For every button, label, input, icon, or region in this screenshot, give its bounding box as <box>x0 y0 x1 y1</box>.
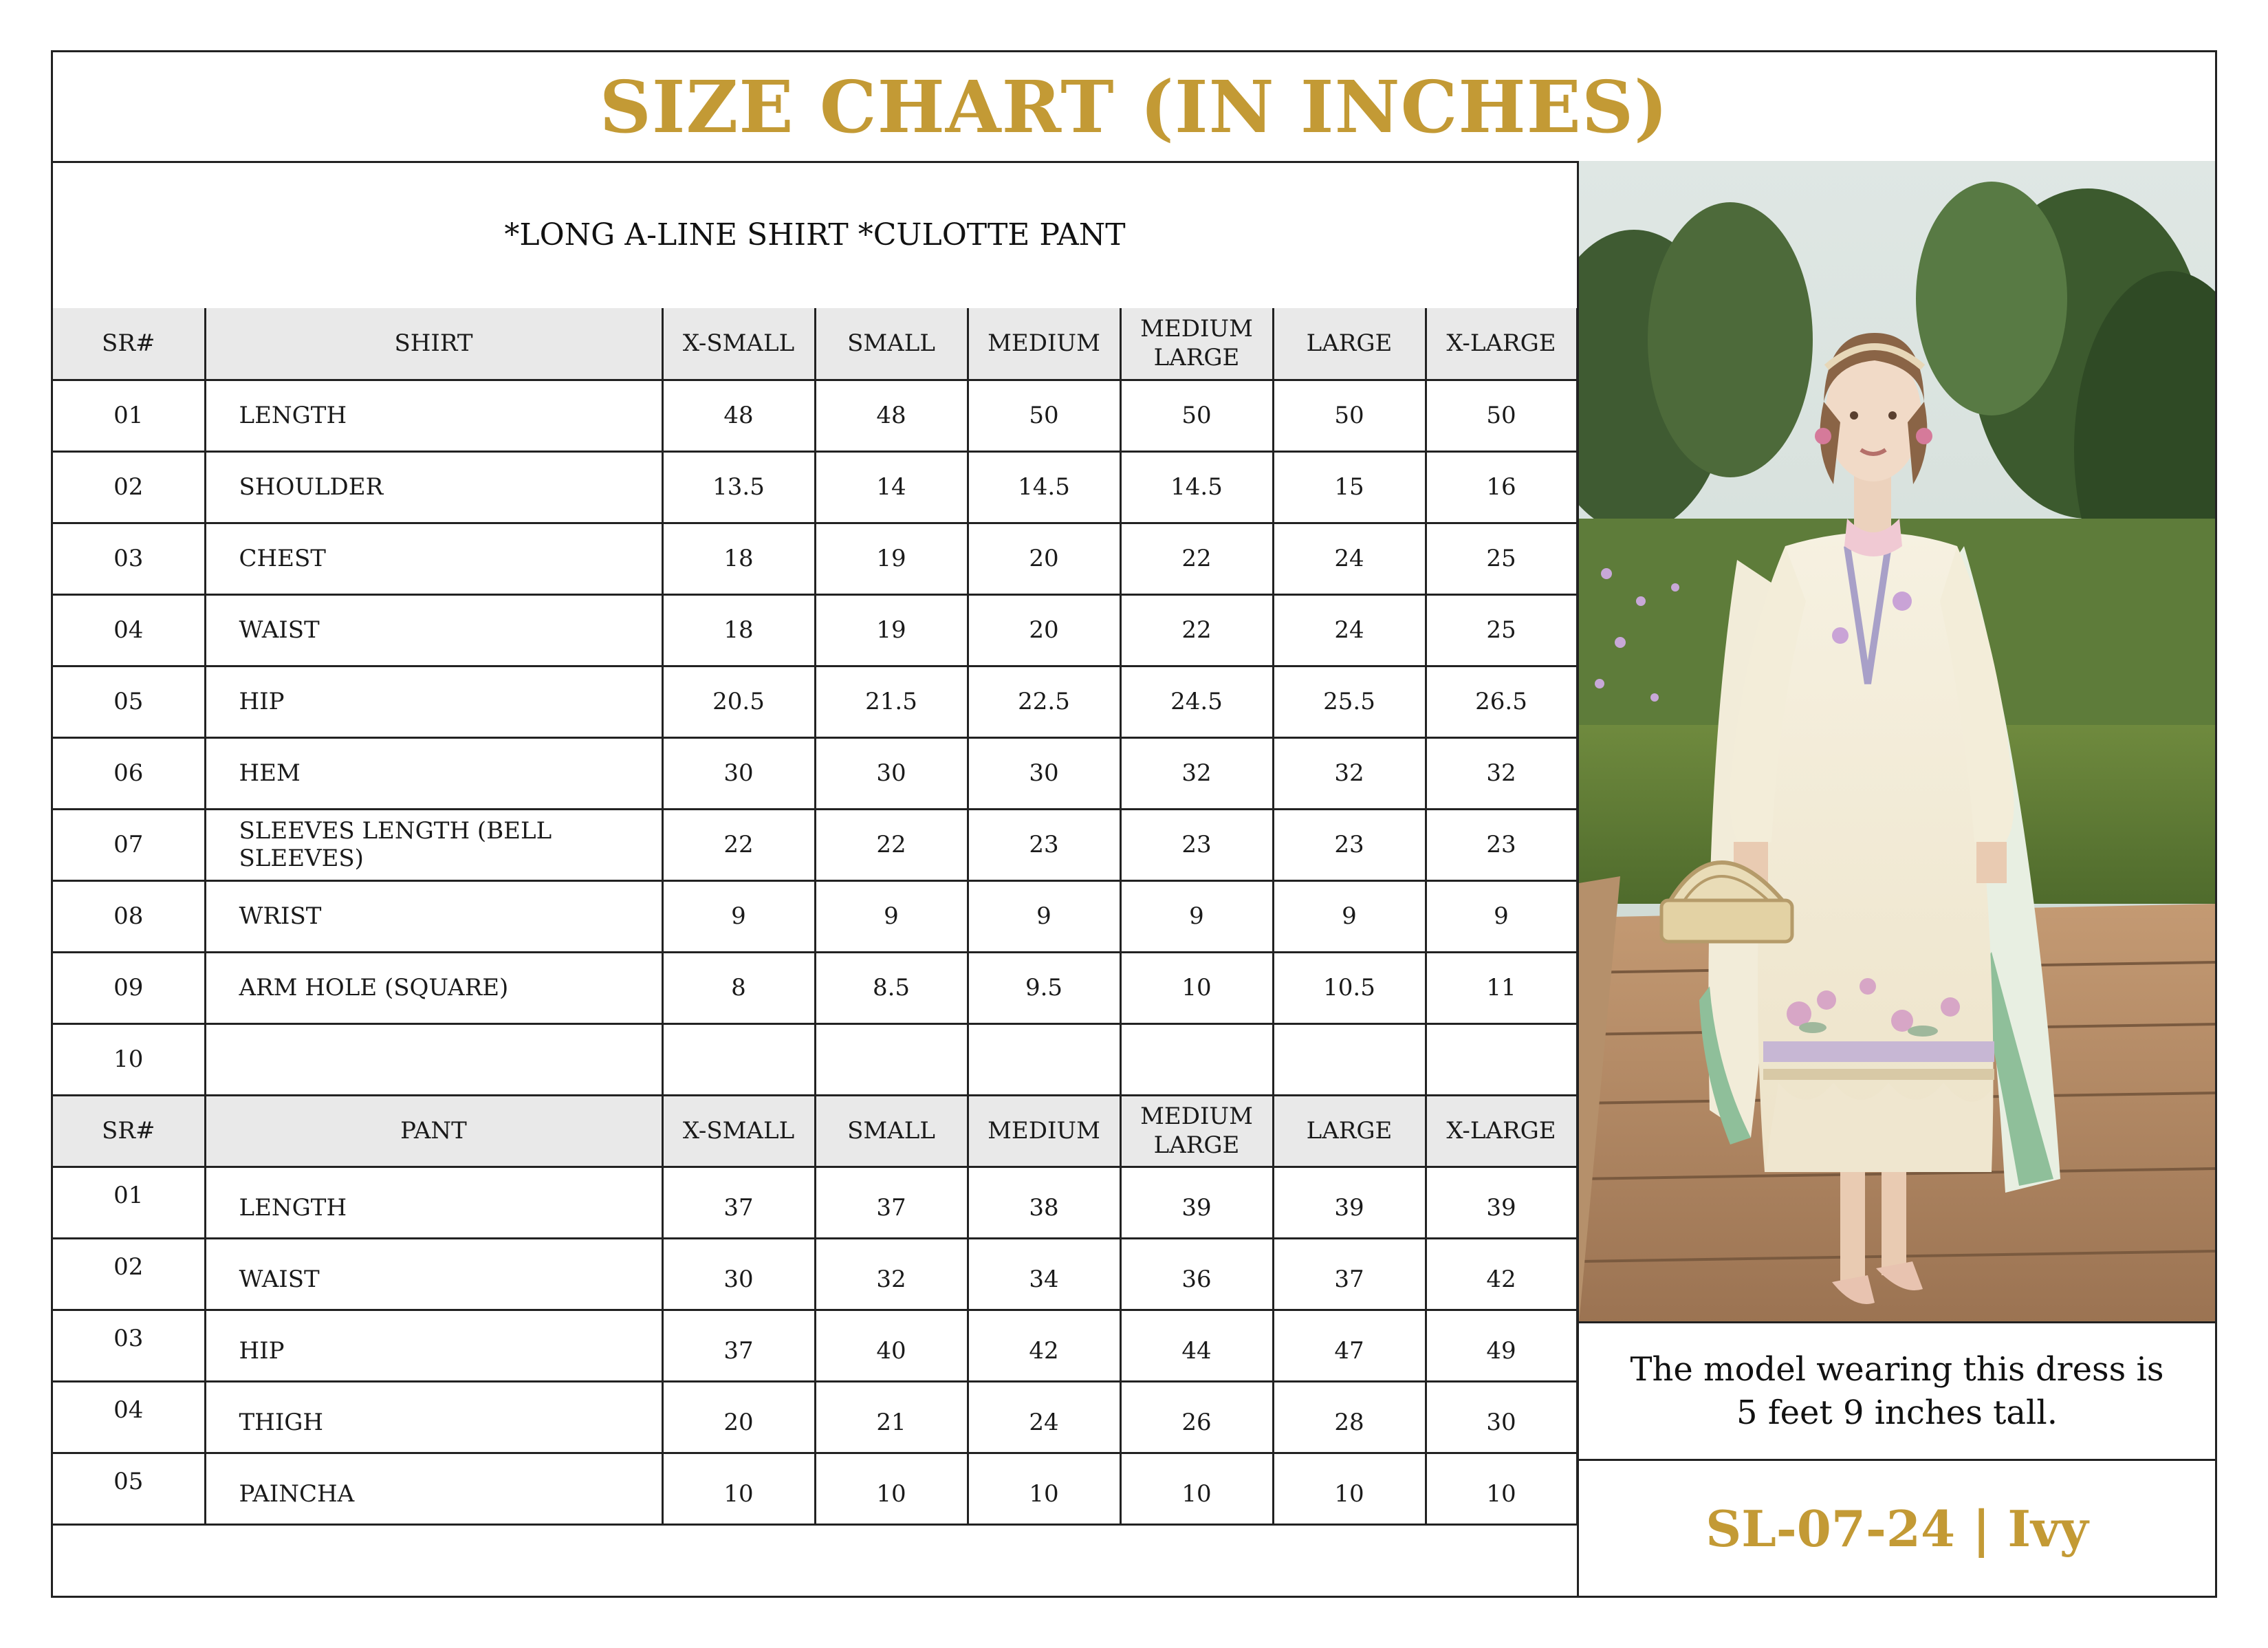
measurement-value: 49 <box>1426 1310 1577 1381</box>
row-number: 02 <box>53 451 205 523</box>
measurement-value: 10 <box>1120 952 1273 1023</box>
measurement-value: 13.5 <box>662 451 815 523</box>
row-number: 05 <box>53 1453 205 1524</box>
measurement-value: 10 <box>1273 1453 1426 1524</box>
measurement-value <box>662 1023 815 1095</box>
measurement-name: SLEEVES LENGTH (BELL SLEEVES) <box>205 809 662 880</box>
measurement-value: 24.5 <box>1120 666 1273 737</box>
row-number: 08 <box>53 880 205 952</box>
measurement-value: 22 <box>1120 523 1273 594</box>
pant-table-row <box>53 1381 1577 1453</box>
measurement-value: 10.5 <box>1273 952 1426 1023</box>
row-number: 07 <box>53 809 205 880</box>
measurement-value: 10 <box>1120 1453 1273 1524</box>
measurement-name: HIP <box>205 666 662 737</box>
subtitle-row <box>53 161 1577 310</box>
title-row <box>53 52 2215 163</box>
model-panel <box>1577 161 2215 1596</box>
measurement-value: 23 <box>1120 809 1273 880</box>
product-code-text: SL-07-24 | Ivy <box>1705 1499 2089 1558</box>
measurement-value: 26.5 <box>1426 666 1577 737</box>
pant-header-cell: MEDIUM <box>968 1095 1120 1167</box>
measurement-value: 9 <box>968 880 1120 952</box>
measurement-value: 30 <box>662 737 815 809</box>
measurement-name <box>205 1023 662 1095</box>
measurement-value: 30 <box>968 737 1120 809</box>
pant-table-row <box>53 1310 1577 1381</box>
measurement-value: 32 <box>1120 737 1273 809</box>
measurement-name: WAIST <box>205 594 662 666</box>
measurement-value: 37 <box>815 1167 968 1238</box>
measurement-value: 37 <box>662 1167 815 1238</box>
measurement-value: 37 <box>662 1310 815 1381</box>
row-number: 01 <box>53 380 205 451</box>
measurement-value: 36 <box>1120 1238 1273 1310</box>
row-number: 05 <box>53 666 205 737</box>
pant-table-row <box>53 1167 1577 1238</box>
shirt-header-cell: SHIRT <box>205 308 662 380</box>
shirt-table-row <box>53 809 1577 880</box>
shirt-header-cell: SR# <box>53 308 205 380</box>
shirt-header-row <box>53 308 1577 380</box>
model-note-line-2: 5 feet 9 inches tall. <box>1736 1393 2058 1432</box>
shirt-table-row <box>53 737 1577 809</box>
measurement-value: 34 <box>968 1238 1120 1310</box>
pant-header-cell: PANT <box>205 1095 662 1167</box>
measurement-value: 39 <box>1273 1167 1426 1238</box>
measurement-value: 42 <box>1426 1238 1577 1310</box>
measurement-value: 19 <box>815 523 968 594</box>
pant-header-cell: SMALL <box>815 1095 968 1167</box>
shirt-table-row <box>53 594 1577 666</box>
measurement-value: 26 <box>1120 1381 1273 1453</box>
model-note-line-1: The model wearing this dress is <box>1630 1350 2164 1389</box>
shirt-table-row <box>53 451 1577 523</box>
measurement-value: 25.5 <box>1273 666 1426 737</box>
measurement-value: 39 <box>1426 1167 1577 1238</box>
measurement-value: 23 <box>1273 809 1426 880</box>
shirt-header-cell: MEDIUM LARGE <box>1120 308 1273 380</box>
measurement-value: 24 <box>1273 523 1426 594</box>
measurement-value: 25 <box>1426 594 1577 666</box>
measurement-value: 8 <box>662 952 815 1023</box>
row-number: 02 <box>53 1238 205 1310</box>
measurement-value: 28 <box>1273 1381 1426 1453</box>
measurement-value: 19 <box>815 594 968 666</box>
measurement-value: 40 <box>815 1310 968 1381</box>
measurement-name: HEM <box>205 737 662 809</box>
measurement-value: 16 <box>1426 451 1577 523</box>
shirt-table-row <box>53 880 1577 952</box>
measurement-value: 9 <box>1273 880 1426 952</box>
model-photo <box>1579 161 2215 1323</box>
shirt-header-cell: X-LARGE <box>1426 308 1577 380</box>
row-number: 03 <box>53 1310 205 1381</box>
shirt-table-row <box>53 380 1577 451</box>
row-number: 04 <box>53 594 205 666</box>
pant-header-cell: X-SMALL <box>662 1095 815 1167</box>
shirt-table-row <box>53 523 1577 594</box>
measurement-value: 30 <box>662 1238 815 1310</box>
row-number: 01 <box>53 1167 205 1238</box>
measurement-value: 10 <box>815 1453 968 1524</box>
pant-header-cell: LARGE <box>1273 1095 1426 1167</box>
measurement-name: LENGTH <box>205 1167 662 1238</box>
pant-table-row <box>53 1238 1577 1310</box>
measurement-value: 32 <box>1273 737 1426 809</box>
measurement-value: 47 <box>1273 1310 1426 1381</box>
size-table-block <box>53 161 1577 1596</box>
pant-header-cell: SR# <box>53 1095 205 1167</box>
measurement-name: SHOULDER <box>205 451 662 523</box>
garment-description: *LONG A-LINE SHIRT *CULOTTE PANT <box>504 217 1126 252</box>
page-title: SIZE CHART (IN INCHES) <box>599 64 1669 149</box>
measurement-value: 14 <box>815 451 968 523</box>
measurement-value: 48 <box>815 380 968 451</box>
measurement-name: PAINCHA <box>205 1453 662 1524</box>
measurement-value: 14.5 <box>1120 451 1273 523</box>
pant-table-row <box>53 1453 1577 1524</box>
measurement-value: 32 <box>815 1238 968 1310</box>
measurement-value: 9 <box>662 880 815 952</box>
measurement-name: HIP <box>205 1310 662 1381</box>
model-height-note <box>1579 1323 2215 1461</box>
shirt-table-row <box>53 952 1577 1023</box>
measurement-value: 37 <box>1273 1238 1426 1310</box>
measurement-value: 39 <box>1120 1167 1273 1238</box>
measurement-value <box>1273 1023 1426 1095</box>
shirt-header-cell: X-SMALL <box>662 308 815 380</box>
measurement-value: 21 <box>815 1381 968 1453</box>
measurement-name: WAIST <box>205 1238 662 1310</box>
measurement-value: 50 <box>968 380 1120 451</box>
measurement-value: 50 <box>1273 380 1426 451</box>
measurement-name: ARM HOLE (SQUARE) <box>205 952 662 1023</box>
row-number: 04 <box>53 1381 205 1453</box>
shirt-header-cell: SMALL <box>815 308 968 380</box>
measurement-value: 9 <box>1120 880 1273 952</box>
measurement-value: 22 <box>1120 594 1273 666</box>
measurement-value: 30 <box>815 737 968 809</box>
measurement-value: 11 <box>1426 952 1577 1023</box>
measurement-value: 50 <box>1426 380 1577 451</box>
shirt-table-row <box>53 666 1577 737</box>
product-code <box>1579 1461 2215 1596</box>
row-number: 09 <box>53 952 205 1023</box>
measurement-value: 30 <box>1426 1381 1577 1453</box>
measurement-name: CHEST <box>205 523 662 594</box>
pant-header-cell: X-LARGE <box>1426 1095 1577 1167</box>
measurement-value: 20 <box>968 523 1120 594</box>
measurement-value: 22 <box>815 809 968 880</box>
size-table <box>53 308 1578 1526</box>
measurement-value: 23 <box>968 809 1120 880</box>
measurement-value: 20 <box>662 1381 815 1453</box>
measurement-value <box>1426 1023 1577 1095</box>
size-table-body <box>53 308 1577 1524</box>
measurement-value: 22 <box>662 809 815 880</box>
shirt-header-cell: MEDIUM <box>968 308 1120 380</box>
pant-header-row <box>53 1095 1577 1167</box>
measurement-value: 14.5 <box>968 451 1120 523</box>
measurement-value: 9 <box>1426 880 1577 952</box>
measurement-name: WRIST <box>205 880 662 952</box>
measurement-value: 21.5 <box>815 666 968 737</box>
shirt-header-cell: LARGE <box>1273 308 1426 380</box>
measurement-value: 20.5 <box>662 666 815 737</box>
measurement-value: 25 <box>1426 523 1577 594</box>
measurement-value <box>1120 1023 1273 1095</box>
measurement-value: 20 <box>968 594 1120 666</box>
measurement-value: 42 <box>968 1310 1120 1381</box>
size-chart-frame <box>51 50 2217 1598</box>
measurement-value: 15 <box>1273 451 1426 523</box>
measurement-value: 10 <box>1426 1453 1577 1524</box>
measurement-name: LENGTH <box>205 380 662 451</box>
measurement-value: 32 <box>1426 737 1577 809</box>
measurement-value <box>815 1023 968 1095</box>
row-number: 06 <box>53 737 205 809</box>
measurement-value: 10 <box>662 1453 815 1524</box>
measurement-value: 18 <box>662 594 815 666</box>
measurement-value: 8.5 <box>815 952 968 1023</box>
pant-header-cell: MEDIUM LARGE <box>1120 1095 1273 1167</box>
measurement-value: 18 <box>662 523 815 594</box>
measurement-value: 23 <box>1426 809 1577 880</box>
measurement-value: 38 <box>968 1167 1120 1238</box>
measurement-value: 48 <box>662 380 815 451</box>
measurement-name: THIGH <box>205 1381 662 1453</box>
model-photo-illustration <box>1579 161 2215 1323</box>
measurement-value: 44 <box>1120 1310 1273 1381</box>
row-number: 10 <box>53 1023 205 1095</box>
measurement-value: 10 <box>968 1453 1120 1524</box>
measurement-value: 24 <box>968 1381 1120 1453</box>
measurement-value: 9 <box>815 880 968 952</box>
measurement-value: 50 <box>1120 380 1273 451</box>
measurement-value <box>968 1023 1120 1095</box>
shirt-table-row <box>53 1023 1577 1095</box>
row-number: 03 <box>53 523 205 594</box>
measurement-value: 22.5 <box>968 666 1120 737</box>
measurement-value: 9.5 <box>968 952 1120 1023</box>
measurement-value: 24 <box>1273 594 1426 666</box>
